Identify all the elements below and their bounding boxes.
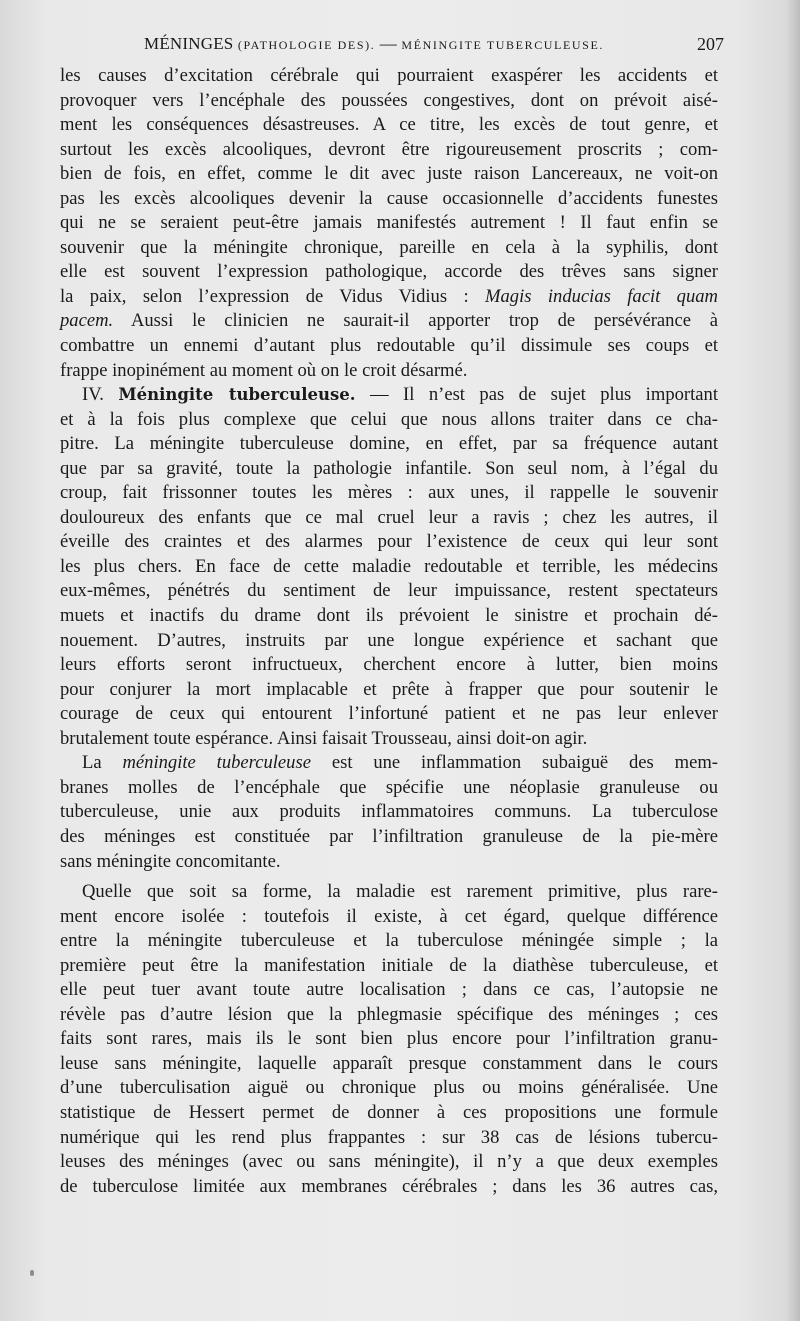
paragraph-continued xyxy=(60,64,718,383)
definition-paragraph xyxy=(60,751,718,874)
definition-term: méningite tuberculeuse xyxy=(122,752,311,774)
text-line: souvenir que la méningite chronique, pareille en cela à la syphilis, dont xyxy=(60,236,718,258)
text-line: elle peut tuer avant toute autre localisation ; dans ce cas, l’autopsie ne xyxy=(60,979,718,1001)
text-line: leuse sans méningite, laquelle apparaît presque constamment dans le cours xyxy=(60,1052,718,1074)
header-title-sub: MÉNINGITE TUBERCULEUSE. xyxy=(401,38,604,52)
text-line: pour conjurer la mort implacable et prête à frapper que pour soutenir le xyxy=(60,678,718,700)
text-line: d’une tuberculisation aiguë ou chronique plus ou moins généralisée. Une xyxy=(60,1077,718,1099)
text-line: entre la méningite tuberculeuse et la tuberculose méningée simple ; la xyxy=(60,930,718,952)
text-line: de tuberculose limitée aux membranes cérébrales ; dans les 36 autres cas, xyxy=(60,1175,718,1197)
text-line: révèle pas d’autre lésion que la phlegmasie spécifique des méninges ; ces xyxy=(60,1003,718,1025)
text-line: les plus chers. En face de cette maladie redoutable et terrible, les médecins xyxy=(60,555,718,577)
ink-speck xyxy=(30,1270,34,1276)
text-line: bien de fois, en effet, comme le dit avec juste raison Lancereaux, ne voit-on xyxy=(60,163,718,185)
paragraph-forms xyxy=(60,880,718,1199)
text-line: surtout les excès alcooliques, devront être rigoureusement proscrits ; com- xyxy=(60,138,718,160)
latin-quote: Magis inducias facit quam xyxy=(485,285,718,307)
definition-first-line xyxy=(60,751,718,776)
text-line: frappe inopinément au moment où on le croit désarmé. xyxy=(60,359,468,381)
text-line: nouement. D’autres, instruits par une longue expérience et sachant que xyxy=(60,629,718,651)
text-line: courage de ceux qui entourent l’infortuné patient et ne pas leur enlever xyxy=(60,703,718,725)
text-line-with-latin xyxy=(60,309,718,334)
text-line: tuberculeuse, unie aux produits inflammatoires communs. La tuberculose xyxy=(60,801,718,823)
definition-la: La xyxy=(82,752,102,774)
text-line: que par sa gravité, toute la pathologie infantile. Son seul nom, à l’égal du xyxy=(60,457,718,479)
text-line: croup, fait frissonner toutes les mères : aux unes, il rappelle le souvenir xyxy=(60,482,718,504)
text-line: eux-mêmes, pénétrés du sentiment de leur impuissance, restent spectateurs xyxy=(60,580,718,602)
text-line: brutalement toute espérance. Ainsi faisait Trousseau, ainsi doit-on agir. xyxy=(60,727,588,749)
line-text: Aussi le clinicien ne saurait-il apporter trop de persévérance à xyxy=(130,310,719,332)
header-title-paren: (PATHOLOGIE DES). xyxy=(237,38,376,52)
text-line: leuses des méninges (avec ou sans méningite), il n’y a que deux exemples xyxy=(60,1151,718,1173)
section-heading-line xyxy=(60,383,718,408)
text-line: faits sont rares, mais ils le sont bien plus encore pour l’infiltration granu- xyxy=(60,1028,718,1050)
text-line: pitre. La méningite tuberculeuse domine, en effet, par sa fréquence autant xyxy=(60,433,718,455)
line-text: la paix, selon l’expression de Vidus Vidius : xyxy=(60,285,469,307)
section-lead: — Il n’est pas de sujet plus important xyxy=(369,384,718,406)
running-header xyxy=(60,34,728,60)
header-title-main: MÉNINGES xyxy=(144,34,234,53)
text-line: éveille des craintes et des alarmes pour l’existence de ceux qui leur sont xyxy=(60,531,718,553)
text-line: muets et inactifs du drame dont ils prévoient le sinistre et prochain dé- xyxy=(60,605,718,627)
text-line: elle est souvent l’expression pathologique, accorde des trêves sans signer xyxy=(60,261,718,283)
text-line: ment les conséquences désastreuses. A ce titre, les excès de tout genre, et xyxy=(60,114,718,136)
text-line: les causes d’excitation cérébrale qui pourraient exaspérer les accidents et xyxy=(60,65,718,86)
text-line: sans méningite concomitante. xyxy=(60,850,281,872)
text-line: ment encore isolée : toutefois il existe, à cet égard, quelque différence xyxy=(60,905,718,927)
text-line: Quelle que soit sa forme, la maladie est rarement primitive, plus rare- xyxy=(82,881,718,903)
section-iv xyxy=(60,383,718,751)
text-line: combattre un ennemi d’autant plus redoutable qu’il dissimule ses coups et xyxy=(60,335,718,357)
text-line: des méninges est constituée par l’infiltration granuleuse de la pie-mère xyxy=(60,825,718,847)
section-heading: Méningite tuberculeuse. xyxy=(118,385,356,405)
text-line: et à la fois plus complexe que celui que nous allons traiter dans ce cha- xyxy=(60,408,718,430)
text-line: pas les excès alcooliques devenir la cause occasionnelle d’accidents funestes xyxy=(60,187,718,209)
text-line: première peut être la manifestation initiale de la diathèse tuberculeuse, et xyxy=(60,954,718,976)
text-line: douloureux des enfants que ce mal cruel leur a ravis ; chez les autres, il xyxy=(60,506,718,528)
text-line: branes molles de l’encéphale que spécifie une néoplasie granuleuse ou xyxy=(60,776,718,798)
text-line: qui ne se seraient peut-être jamais manifestés autrement ! Il faut enfin se xyxy=(60,212,718,234)
text-line-with-latin xyxy=(60,285,718,310)
header-title-dash: — xyxy=(379,34,397,53)
text-line: numérique qui les rend plus frappantes : sur 38 cas de lésions tubercu- xyxy=(60,1126,718,1148)
text-line: leurs efforts seront infructueux, cherchent encore à lutter, bien moins xyxy=(60,654,718,676)
page-body xyxy=(60,64,718,1199)
definition-lead: est une inflammation subaiguë des mem- xyxy=(331,752,718,774)
latin-quote-end: pacem. xyxy=(60,310,114,332)
text-line: provoquer vers l’encéphale des poussées congestives, dont on prévoit aisé- xyxy=(60,89,718,111)
section-numeral: IV. xyxy=(82,384,104,406)
running-title xyxy=(144,34,604,54)
text-line: statistique de Hessert permet de donner à ces propositions une formule xyxy=(60,1101,718,1123)
page-number: 207 xyxy=(697,34,724,54)
